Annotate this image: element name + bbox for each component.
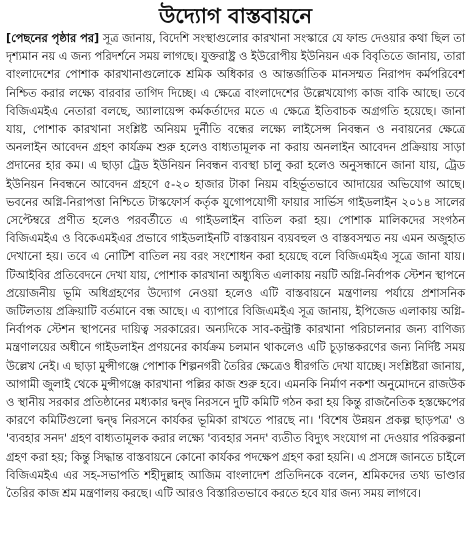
article-body-text: সূত্র জানায়, বিদেশি সংস্থাগুলোর কারখানা সংস্কারে যে ফান্ড দেওয়ার কথা ছিল তা দৃশ্যমান নয় এ জন্য পরিদর্শনে সময় লাগছে। যুক্তরাষ্ট্র ও ইউরোপীয় ইউনিয়ন এক বিবৃতিতে জানায়, তারা বাংলাদেশের পোশাক কারখানাগুলোকে শ্রমিক অধিকার ও আন্তর্জাতিক মানসম্মত নিরাপদ কর্মপরিবেশ নিশ্চিত করার লক্ষ্যে বারবার তাগিদ দিচ্ছে। এ ক্ষেত্রে বাংলাদেশের উল্লেখযোগ্য কাজ বাকি আছে। তবে বিজিএমইএ নেতারা বলছে, অ্যালায়েন্স কর্মকর্তাদের মতে এ ক্ষেত্রে ইতিবাচক অগ্রগতি হয়েছে। জানা যায়, পোশাক কারখানা সংশ্লিষ্ট অনিয়ম দুর্নীতি বন্ধের লক্ষ্যে লাইসেন্স নিবন্ধন ও নবায়নের ক্ষেত্রে অনলাইন আবেদন গ্রহণ কার্যক্রম শুরু হলেও বাধ্যতামূলক না করায় অনলাইন আবেদন প্রক্রিয়ায় সাড়া প্রদানের হার কম। এ ছাড়া ট্রেড ইউনিয়ন নিবন্ধন ব্যবস্থা চালু করা হলেও অনুসন্ধানে জানা যায়, ট্রেড ইউনিয়ন নিবন্ধনে আবেদন গ্রহণে ৫-২০ হাজার টাকা নিয়ম বহির্ভূতভাবে আদায়ের অভিযোগ আছে। ভবনের অগ্নি-নিরাপত্তা নিশ্চিতে টাস্কফোর্স কর্তৃক যুগোপযোগী ফায়ার সার্ভিস গাইডলাইন ২০১৪ সালের সেপ্টেম্বরে প্রণীত হলেও পরবর্তীতে এ গাইডলাইন বাতিল করা হয়। পোশাক মালিকদের সংগঠন বিজিএমইএ ও বিকেএমইএর প্রভাবে গাইডলাইনটি বাস্তবায়ন ব্যয়বহুল ও বাস্তবসম্মত নয় এমন অজুহাত দেখানো হয়। তবে এ নোটিশ বাতিল নয় বরং সংশোধন করা হয়েছে বলে বিজিএমইএ সূত্রে জানা যায়। টিআইবির প্রতিবেদনে দেখা যায়, পোশাক কারখানা অধ্যুষিত এলাকায় নয়টি অগ্নি-নির্বাপক স্টেশন স্থাপনে প্রয়োজনীয় ভূমি অধিগ্রহণের উদ্যোগ নেওয়া হলেও এটি বাস্তবায়নে মন্ত্রণালয় পর্যায়ে প্রশাসনিক জটিলতায় প্রক্রিয়াটি বর্তমানে বন্ধ আছে। এ ব্যাপারে বিজিএমইএ সূত্র জানায়, ইপিজেড এলাকায় অগ্নি-নির্বাপক স্টেশন স্থাপনের দায়িত্ব সরকারের। অন্যদিকে সাব-কন্ট্রাক্ট কারখানা পরিচালনার জন্য বাণিজ্য মন্ত্রণালয়ের অধীনে গাইডলাইন প্রণয়নের কার্যক্রম চলমান থাকলেও এটি চূড়ান্তকরণের জন্য নির্দিষ্ট সময় উল্লেখ নেই। এ ছাড়া মুন্সীগঞ্জে পোশাক শিল্পনগরী তৈরির ক্ষেত্রেও ধীরগতি দেখা যাচ্ছে। সংশ্লিষ্টরা জানায়, আগামী জুলাই থেকে মুন্সীগঞ্জে কারখানা পল্লির কাজ শুরু হবে। এমনকি নির্মাণ নকশা অনুমোদনে রাজউক ও স্থানীয় সরকার প্রতিষ্ঠানের মধ্যকার দ্বন্দ্ব নিরসনে দুটি কমিটি গঠন করা হয় কিন্তু রাজনৈতিক হস্তক্ষেপের কারণে কমিটিগুলো দ্বন্দ্ব নিরসনে কার্যকর ভূমিকা রাখতে পারছে না। 'বিশেষ উন্নয়ন প্রকল্প ছাড়পত্র' ও 'ব্যবহার সনদ' গ্রহণ বাধ্যতামূলক করার লক্ষ্যে 'ব্যবহার সনদ' ব্যতীত বিদ্যুৎ সংযোগ না দেওয়ার পরিকল্পনা গ্রহণ করা হয়; কিন্তু সিদ্ধান্ত বাস্তবায়নে কোনো কার্যকর পদক্ষেপ গ্রহণ করা হয়নি। এ প্রসঙ্গে জানতে চাইলে বিজিএমইএ এর সহ-সভাপতি শহীদুল্লাহ আজিম বাংলাদেশ প্রতিদিনকে বলেন, শ্রমিকদের তথ্য ভাণ্ডার তৈরির কাজ শ্রম মন্ত্রণালয় করছে। এটি আরও বিস্তারিতভাবে করতে হবে যার জন্য সময় লাগবে। — [6, 32, 465, 501]
article-body — [6, 30, 465, 503]
continuation-marker: [পেছনের পৃষ্ঠার পর] — [6, 32, 100, 45]
article-headline: উদ্যোগ বাস্তবায়নে — [158, 4, 313, 28]
